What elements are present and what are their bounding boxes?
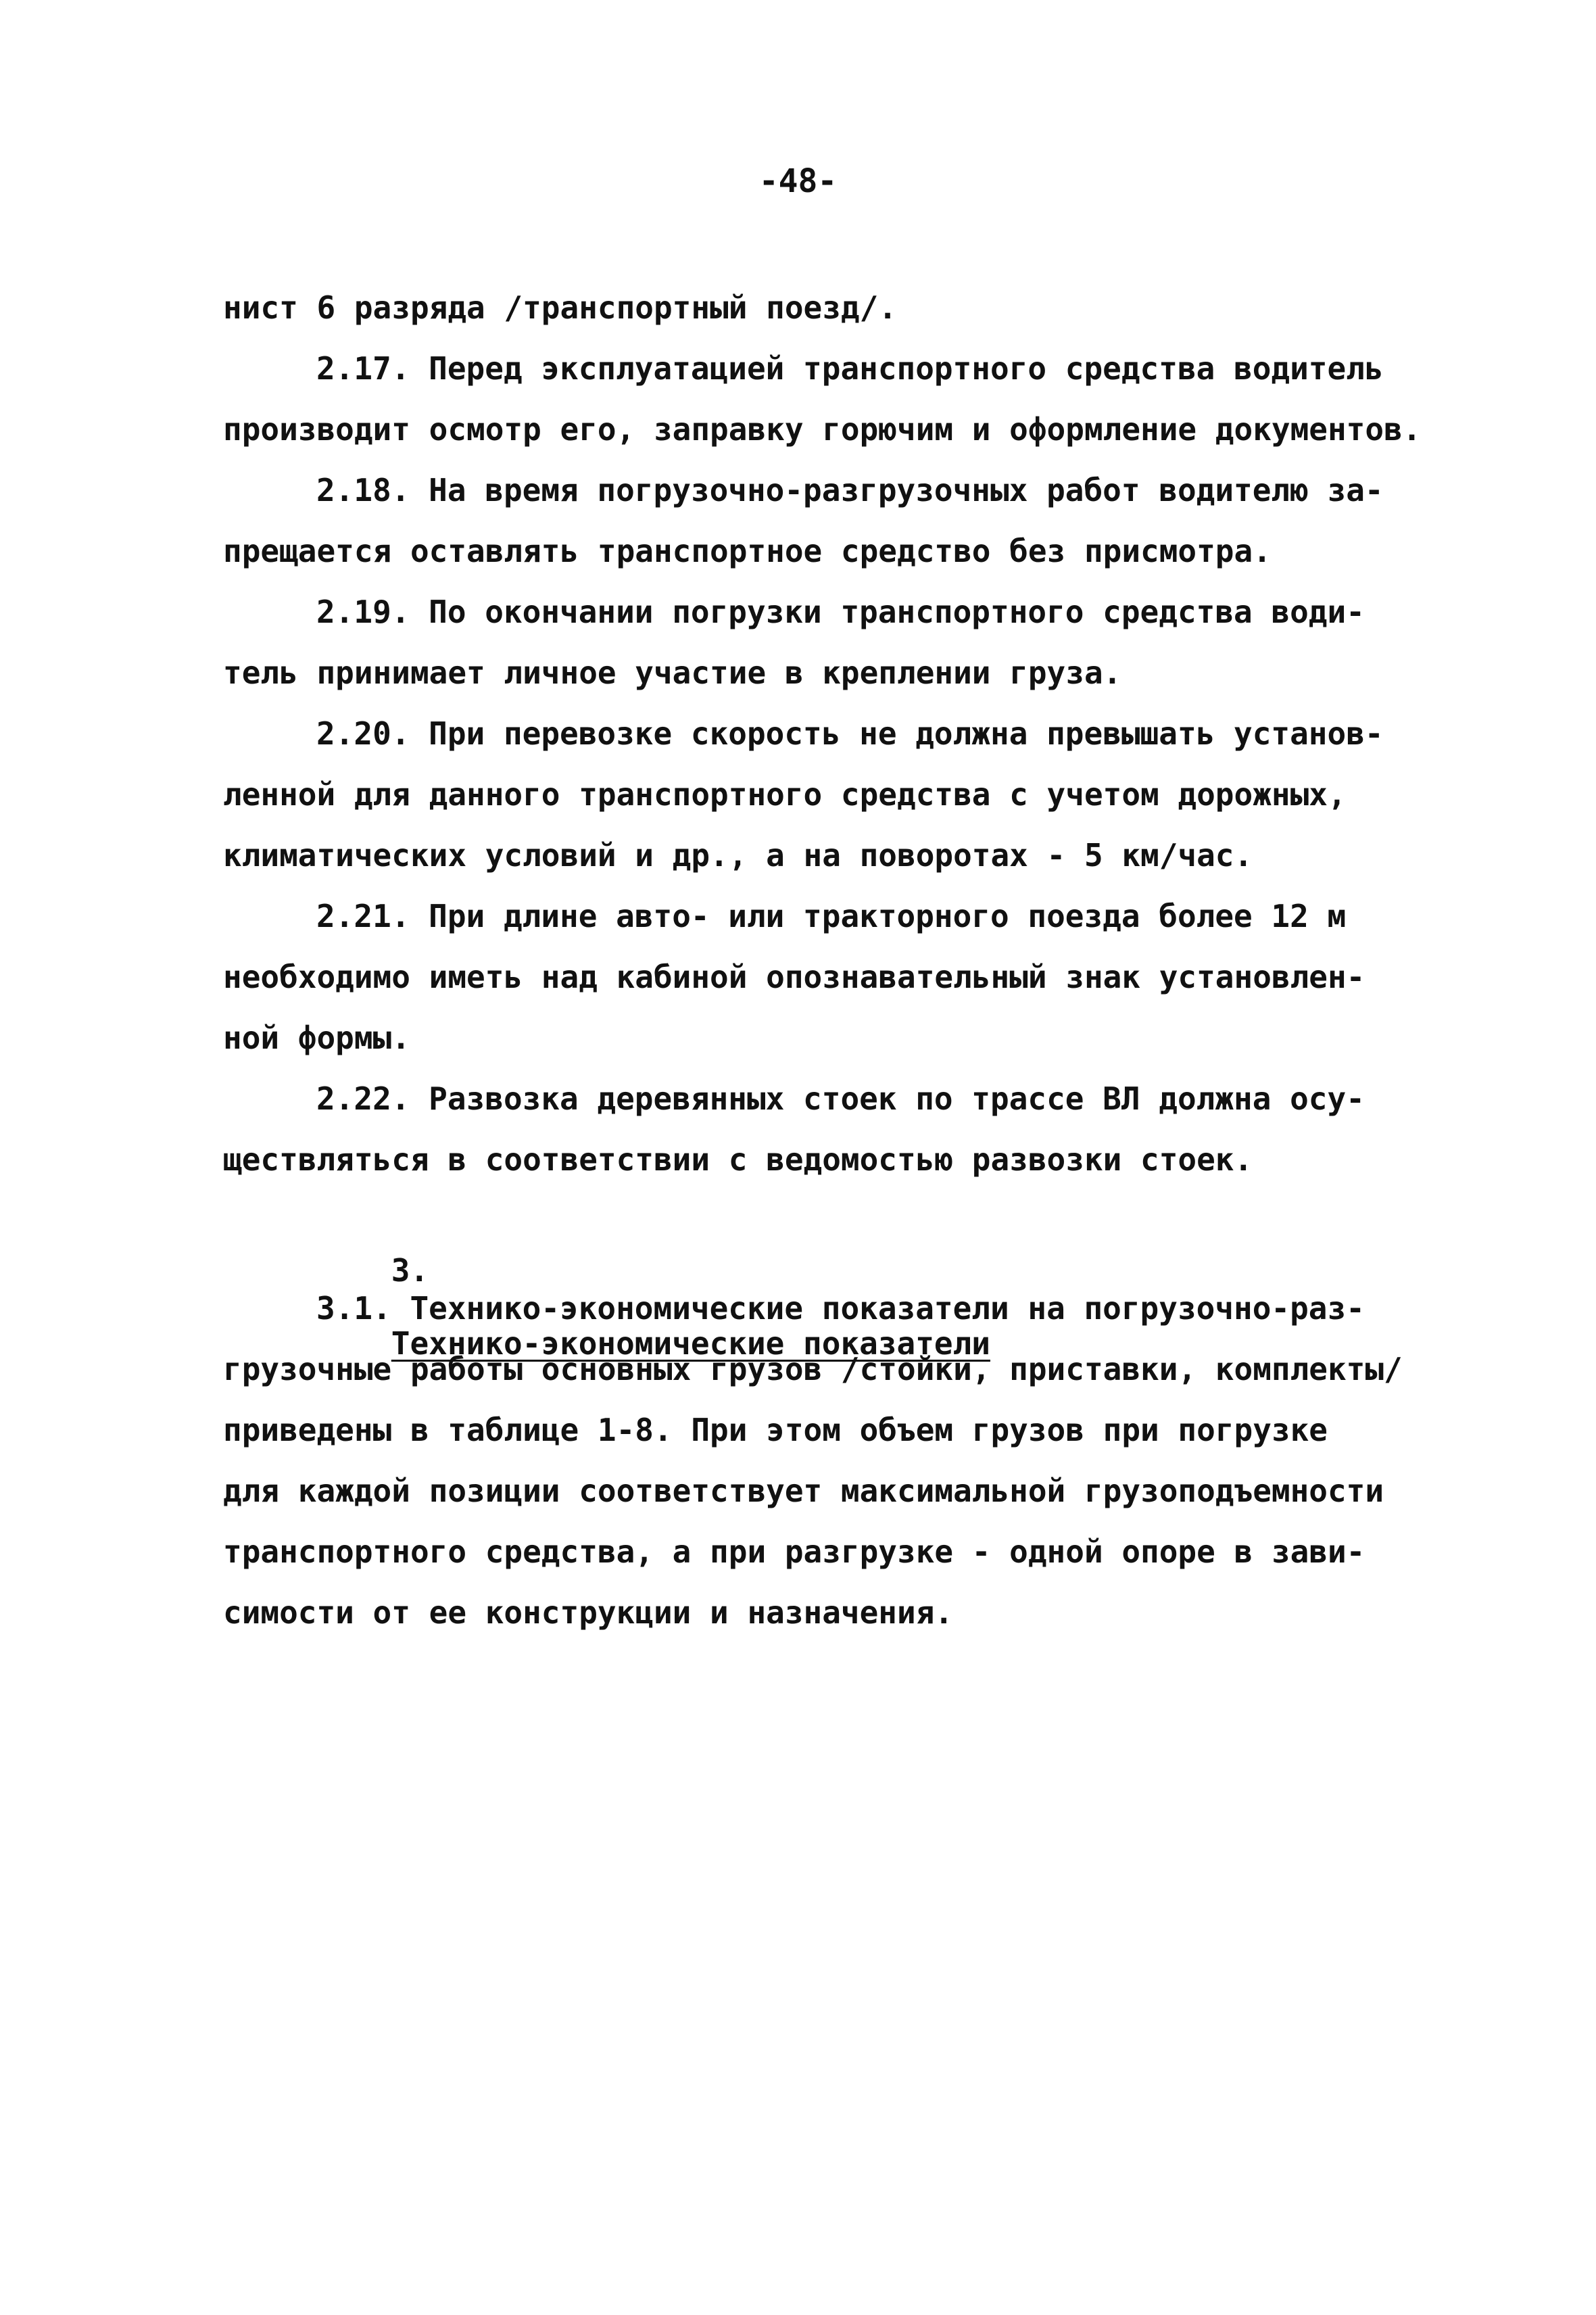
text-line: производит осмотр его, заправку горючим и оформление документов.: [223, 411, 1422, 448]
text-line: 2.22. Развозка деревянных стоек по трассе ВЛ должна осу-: [316, 1080, 1365, 1117]
text-line: климатических условий и др., а на поворотах - 5 км/час.: [223, 837, 1253, 874]
text-line: приведены в таблице 1-8. При этом объем грузов при погрузке: [223, 1412, 1328, 1448]
text-line: транспортного средства, а при разгрузке - одной опоре в зави-: [223, 1533, 1365, 1570]
text-line: 2.20. При перевозке скорость не должна превышать установ-: [316, 715, 1384, 752]
section-number: 3.: [391, 1252, 429, 1289]
text-line: тель принимает личное участие в креплении груза.: [223, 654, 1122, 691]
text-line: симости от ее конструкции и назначения.: [223, 1594, 954, 1631]
text-line: 2.19. По окончании погрузки транспортного средства води-: [316, 594, 1365, 630]
text-line: 2.17. Перед эксплуатацией транспортного средства водитель: [316, 350, 1384, 387]
text-line: для каждой позиции соответствует максимальной грузоподъемности: [223, 1473, 1384, 1509]
text-line: ленной для данного транспортного средства с учетом дорожных,: [223, 776, 1347, 813]
text-line: необходимо иметь над кабиной опознавательный знак установлен-: [223, 959, 1365, 995]
text-line: прещается оставлять транспортное средство без присмотра.: [223, 533, 1272, 569]
text-line: 2.21. При длине авто- или тракторного поезда более 12 м: [316, 898, 1347, 934]
text-line: 3.1. Технико-экономические показатели на погрузочно-раз-: [316, 1290, 1365, 1327]
text-line: ной формы.: [223, 1020, 410, 1056]
text-line: грузочные работы основных грузов /стойки, приставки, комплекты/: [223, 1351, 1403, 1387]
text-line: ществляться в соответствии с ведомостью развозки стоек.: [223, 1141, 1253, 1178]
section-title: Технико-экономические показатели: [391, 1325, 990, 1362]
page-number: -48-: [758, 162, 838, 200]
text-line: 2.18. На время погрузочно-разгрузочных работ водителю за-: [316, 472, 1384, 508]
text-line: нист 6 разряда /транспортный поезд/.: [223, 289, 897, 326]
